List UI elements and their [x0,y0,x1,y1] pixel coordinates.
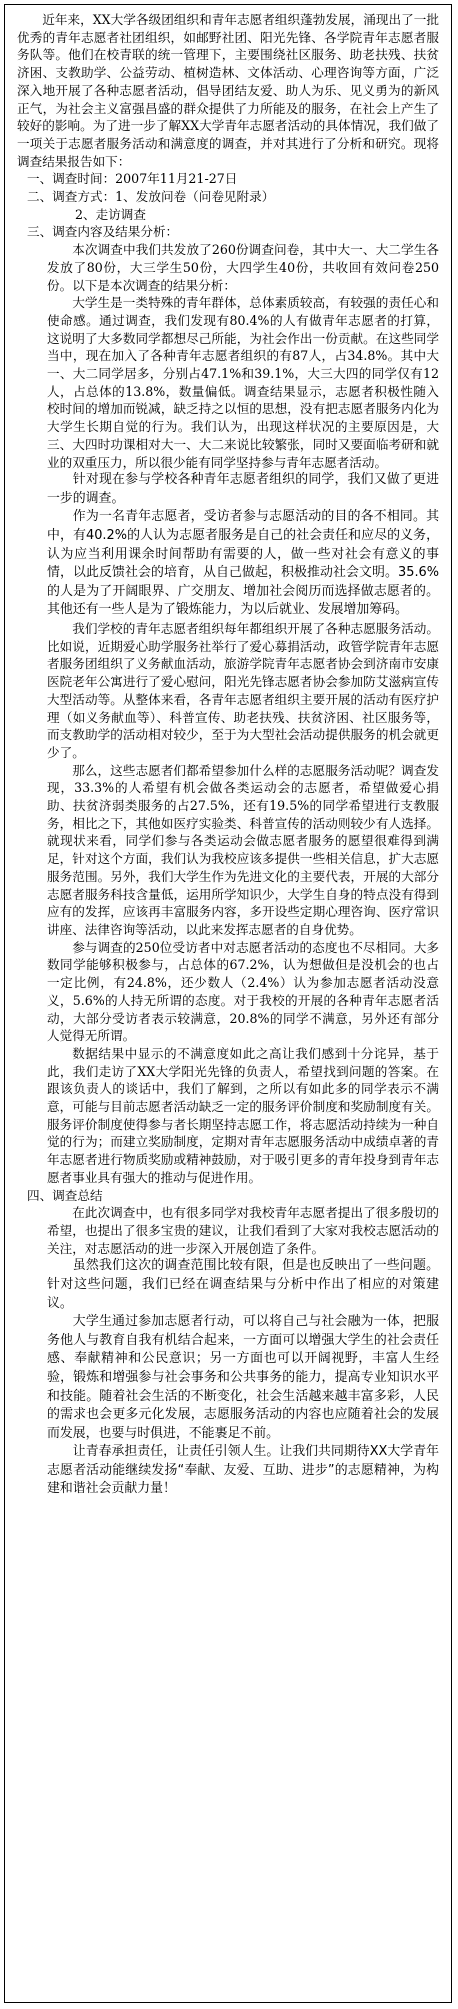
section-method: 二、调查方式：1、发放问卷（问卷见附录） [27,189,275,205]
paragraph-analysis: 大学生是一类特殊的青年群体，总体素质较高，有较强的责任心和使命感。通过调查，我们发现有80.4%的人有做青年志愿者的打算，这说明了大多数同学都想尽己所能，为社会作出一份贡献。在这些同学当中，现在加入了各种青年志愿者组织的有87人，占34.8%。其中大一、大二同学居多，分别占47.1%和39.1%，大三大四的同学仅有12人，占总体的13.8%，数量偏低。调查结果显示，志愿者积极性随入校时间的增加而锐减，缺乏持之以恒的思想，没有把志愿者服务内化为大学生长期自觉的行为。我们认为，出现这样状况的主要原因是，大三、大四时功课相对大一、大二来说比较繁张，同时又要面临考研和就业的双重压力，所以很少能有同学坚持参与青年志愿者活动。 [47,295,439,470]
paragraph-limitations: 虽然我们这次的调查范围比较有限，但是也反映出了一些问题。针对这些问题，我们已经在调查结果与分析中作出了相应的对策建议。 [47,1258,439,1311]
section-method-2: 2、走访调查 [75,206,146,222]
paragraph-significance: 大学生通过参加志愿者行动，可以将自己与社会融为一体，把服务他人与教育自我有机结合起来，一方面可以增强大学生的社会责任感、奉献精神和公民意识；另一方面也可以开阔视野，丰富人生经验，锻炼和增强参与社会事务和公共事务的能力，提高专业知识水平和技能。随着社会生活的不断变化，社会生活越来越丰富多彩，人民的需求也会更多元化发展，志愿服务活动的内容也应随着社会的发展而发展，也要与时俱进，不能裹足不前。 [47,1314,439,1441]
intro-paragraph: 近年来，XX大学各级团组织和青年志愿者组织蓬勃发展，涌现出了一批优秀的青年志愿者社团组织，如邮野社团、阳光先锋、各学院青年志愿者服务队等。他们在校青联的统一管理下，主要围绕社区服务、助老扶残、扶贫济困、支教助学、公益劳动、植树造林、文体活动、心理咨询等方面，广泛深入地开展了各种志愿者活动，倡导团结友爱、助人为乐、见义勇为的新风正气，为社会主义富强昌盛的群众提供了力所能及的服务，在社会上产生了较好的影响。为了进一步了解XX大学青年志愿者活动的具体情况，我们做了一项关于志愿者服务活动和满意度的调查，并对其进行了分析和研究。现将调查结果报告如下： [17,12,439,169]
section-time: 一、调查时间：2007年11月21-27日 [27,171,238,187]
section-content: 三、调查内容及结果分析： [27,224,179,240]
paragraph-dissatisfaction: 数据结果中显示的不满意度如此之高让我们感到十分诧异，基于此，我们走访了XX大学阳光先锋的负责人，希望找到问题的答案。在跟该负责人的谈话中，我们了解到，之所以有如此多的同学表示不满意，可能与目前志愿者活动缺乏一定的服务评价制度和奖励制度有关。服务评价制度使得参与者长期坚持志愿工作，将志愿活动持续为一种自觉的行为；而建立奖励制度，定期对青年志愿服务活动中成绩卓著的青年志愿者进行物质奖励或精神鼓励，对于吸引更多的青年投身到青年志愿者事业具有强大的推动与促进作用。 [47,1045,439,1185]
paragraph-closing: 让青春承担责任，让责任引领人生。让我们共同期待XX大学青年志愿者活动能继续发扬“奉献、友爱、互助、进步”的志愿精神，为构建和谐社会贡献力量！ [47,1444,439,1497]
document-page [4,4,452,2003]
paragraph-survey: 本次调查中我们共发放了260份调查问卷，其中大一、大二学生各发放了80份，大三学生50份，大四学生40份，共收回有效问卷250份。以下是本次调查的结果分析： [47,242,439,293]
paragraph-motivation: 作为一名青年志愿者，受访者参与志愿活动的目的各不相同。其中，有40.2%的人认为志愿者服务是自己的社会责任和应尽的义务，认为应当利用课余时间帮助有需要的人，做一些对社会有意义的事情，以此反馈社会的培育，从自己做起，积极推动社会文明。35.6%的人是为了开阔眼界、广交朋友、增加社会阅历而选择做志愿者的。其他还有一些人是为了锻炼能力，为以后就业、发展增加筹码。 [47,509,439,618]
paragraph-preferences: 那么，这些志愿者们都希望参加什么样的志愿服务活动呢？调查发现，33.3%的人希望有机会做各类运动会的志愿者，希望做爱心捐助、扶贫济弱类服务的占27.5%，还有19.5%的同学希望进行支教服务，相比之下，其他如医疗实验类、科普宣传的活动则较少有人选择。就现状来看，同学们参与各类运动会做志愿者服务的愿望很难得到满足，针对这个方面，我们认为我校应该多提供一些相关信息，扩大志愿服务范围。另外，我们大学生作为先进文化的主要代表，开展的大部分志愿者服务科技含量低，运用所学知识少，大学生自身的特点没有得到应有的发挥，应该再丰富服务内容，多开设些定期心理咨询、医疗常识讲座、法律咨询等活动，以此来发挥志愿者的自身优势。 [47,762,439,937]
section-summary: 四、调查总结 [27,1187,103,1203]
paragraph-suggestions: 在此次调查中，也有很多同学对我校青年志愿者提出了很多殷切的希望，也提出了很多宝贵的建议，让我们看到了大家对我校志愿活动的关注，对志愿活动的进一步深入开展创造了条件。 [47,1205,439,1256]
paragraph-attitude: 参与调查的250位受访者中对志愿者活动的态度也不尽相同。大多数同学能够积极参与，占总体的67.2%，认为想做但是没机会的也占一定比例，有24.8%，还少数人（2.4%）认为参加志愿者活动没意义，5.6%的人持无所谓的态度。对于我校的开展的各种青年志愿者活动，大部分受访者表示较满意，20.8%的同学不满意，另外还有部分人觉得无所谓。 [47,939,439,1044]
paragraph-activities: 我们学校的青年志愿者组织每年都组织开展了各种志愿服务活动。比如说，近期爱心助学服务社举行了爱心募捐活动，政管学院青年志愿者服务团组织了义务献血活动，旅游学院青年志愿者协会到济南市安康医院老年公寓进行了爱心慰问，阳光先锋志愿者协会参加防艾滋病宣传大型活动等。从整体来看，各青年志愿者组织主要开展的活动有医疗护理（如义务献血等）、科普宣传、助老扶残、扶贫济困、社区服务等，而支教助学的活动相对较少，至于为大型社会活动提供服务的机会就更少了。 [47,621,439,760]
paragraph-followup: 针对现在参与学校各种青年志愿者组织的同学，我们又做了更进一步的调查。 [47,472,439,506]
